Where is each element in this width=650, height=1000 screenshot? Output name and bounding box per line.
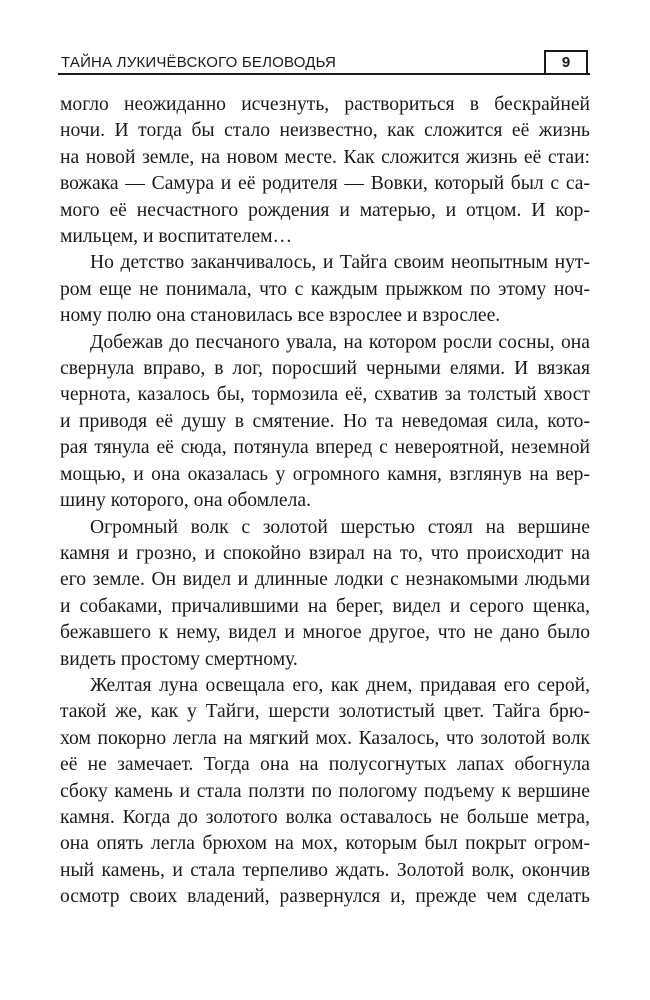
text-line: Желтая луна освещала его, как днем, придавая его серой, <box>90 674 590 696</box>
text-line: бежавшего к нему, видел и многое другое, что не дано было <box>60 622 590 644</box>
text-line: Огромный волк с золотой шерстью стоял на вершине <box>90 516 590 538</box>
text-line: хом покорно легла на мягкий мох. Казалось, что золотой волк <box>60 727 590 749</box>
text-line: ночи. И тогда бы стало неизвестно, как сложится её жизнь <box>60 120 590 142</box>
text-line: такой же, как у Тайги, шерсти золотистый цвет. Тайга брю- <box>60 701 590 723</box>
page-number: 9 <box>544 50 588 73</box>
book-title: ТАЙНА ЛУКИЧЁВСКОГО БЕЛОВОДЬЯ <box>61 54 337 71</box>
text-line: она опять легла брюхом на мох, которым был покрыт огром- <box>60 833 590 855</box>
text-line: ному полю она становилась все взрослее и взрослее. <box>60 305 501 327</box>
text-line: ный камень, и стала терпеливо ждать. Золотой волк, окончив <box>60 859 590 881</box>
text-line: и собаками, причалившими на берег, видел и серого щенка, <box>60 595 590 617</box>
text-line: на новой земле, на новом месте. Как сложится жизнь её стаи: <box>60 146 590 168</box>
header-rule <box>58 73 590 75</box>
text-line: камня. Когда до золотого волка оставалось не больше метра, <box>60 806 590 828</box>
text-line: Добежав до песчаного увала, на котором росли сосны, она <box>90 331 590 353</box>
paragraph <box>60 250 590 329</box>
text-line: свернула вправо, в лог, поросший черными елями. И вязкая <box>60 358 590 380</box>
text-line: ром еще не понимала, что с каждым прыжком по этому ноч- <box>60 278 590 300</box>
paragraph <box>60 330 590 515</box>
text-line: осмотр своих владений, развернулся и, прежде чем сделать <box>60 886 590 908</box>
text-line: камня и грозно, и спокойно взирал на то, что происходит на <box>60 542 590 564</box>
text-line: вожака — Самура и её родителя — Вовки, который был с са- <box>60 173 590 195</box>
running-header <box>58 50 590 74</box>
text-line: мого её несчастного рождения и матерью, и отцом. И кор- <box>60 199 590 221</box>
text-line: шину которого, она обомлела. <box>60 490 311 512</box>
body-text <box>60 92 590 911</box>
text-line: Но детство заканчивалось, и Тайга своим неопытным нут- <box>90 252 590 274</box>
paragraph <box>60 515 590 673</box>
text-line: сбоку камень и стала ползти по пологому подъему к вершине <box>60 780 590 802</box>
paragraph <box>60 673 590 911</box>
text-line: мильцем, и воспитателем… <box>60 226 293 248</box>
text-line: её не замечает. Тогда она на полусогнутых лапах обогнула <box>60 754 590 776</box>
text-line: чернота, казалось бы, тормозила её, схватив за толстый хвост <box>60 384 590 406</box>
text-line: и приводя её душу в смятение. Но та неведомая сила, кото- <box>60 410 590 432</box>
text-line: мощью, и она оказалась у огромного камня, взглянув на вер- <box>60 463 590 485</box>
paragraph <box>60 92 590 250</box>
text-line: видеть простому смертному. <box>60 648 298 670</box>
text-line: рая тянула её сюда, потянула вперед с невероятной, неземной <box>60 437 590 459</box>
text-line: его земле. Он видел и длинные лодки с незнакомыми людьми <box>60 569 590 591</box>
text-line: могло неожиданно исчезнуть, раствориться в бескрайней <box>60 94 590 115</box>
